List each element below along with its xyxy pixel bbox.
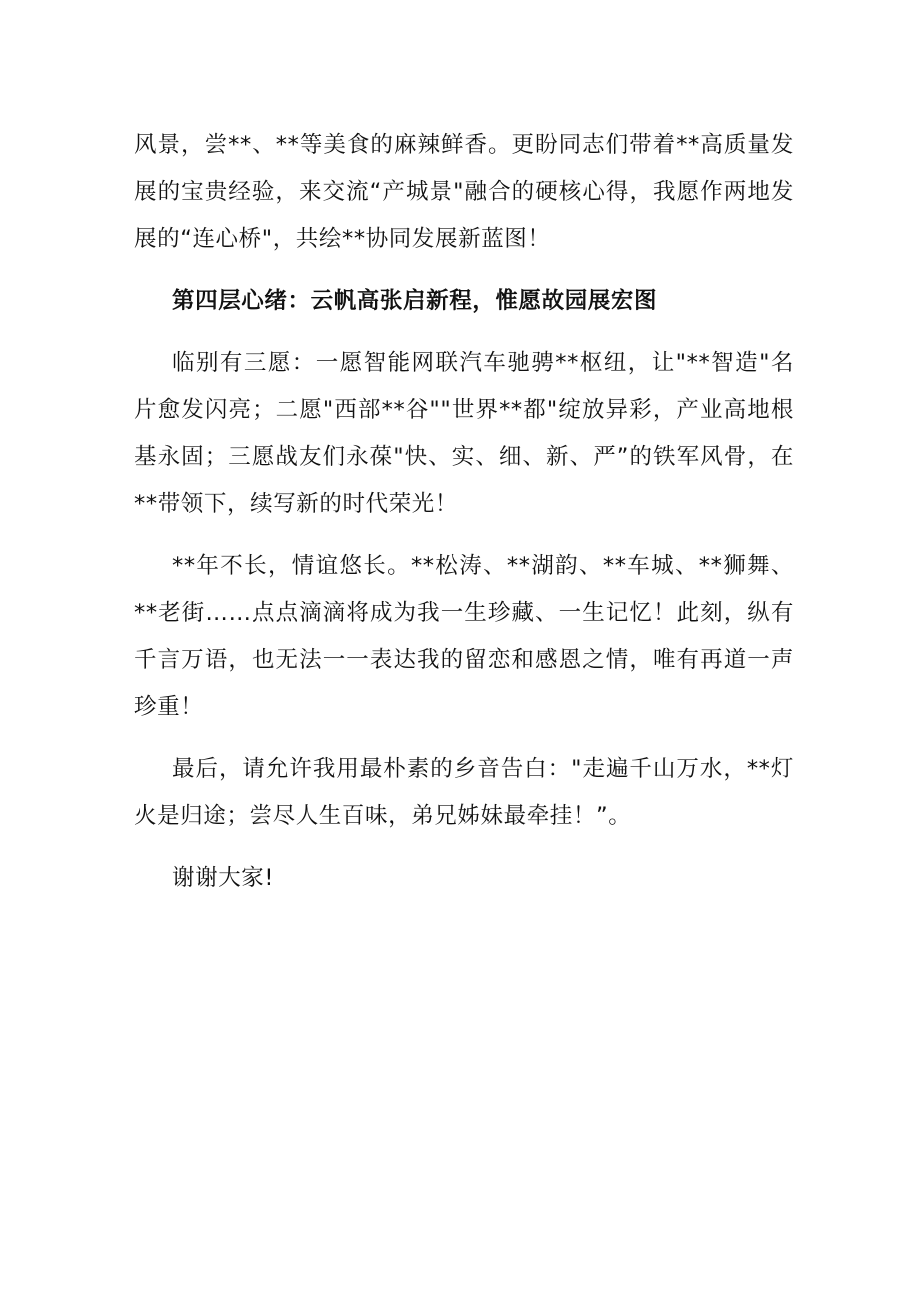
closing-thanks: 谢谢大家! [172,865,275,891]
document-body [134,122,794,902]
paragraph-continuation: 风景，尝**、**等美食的麻辣鲜香。更盼同志们带着**高质量发展的宝贵经验，来交流“产城景"融合的硬核心得，我愿作两地发展的“连心桥"，共绘**协同发展新蓝图！ [134,132,794,252]
paragraph-memories: **年不长，情谊悠长。**松涛、**湖韵、**车城、**狮舞、**老街……点点滴滴将成为我一生珍藏、一生记忆！此刻，纵有千言万语，也无法一一表达我的留恋和感恩之情，唯有再道一声珍重！ [134,553,794,720]
section-heading: 第四层心绪：云帆高张启新程，惟愿故园展宏图 [172,288,658,314]
paragraph-three-wishes: 临别有三愿：一愿智能网联汽车驰骋**枢纽，让"**智造"名片愈发闪亮；二愿"西部**谷""世界**都"绽放异彩，产业高地根基永固；三愿战友们永葆"快、实、细、新、严”的铁军风骨，在**带领下，续写新的时代荣光！ [134,350,794,517]
paragraph-farewell: 最后，请允许我用最朴素的乡音告白："走遍千山万水，**灯火是归途；尝尽人生百味，弟兄姊妹最牵挂！”。 [134,756,794,829]
